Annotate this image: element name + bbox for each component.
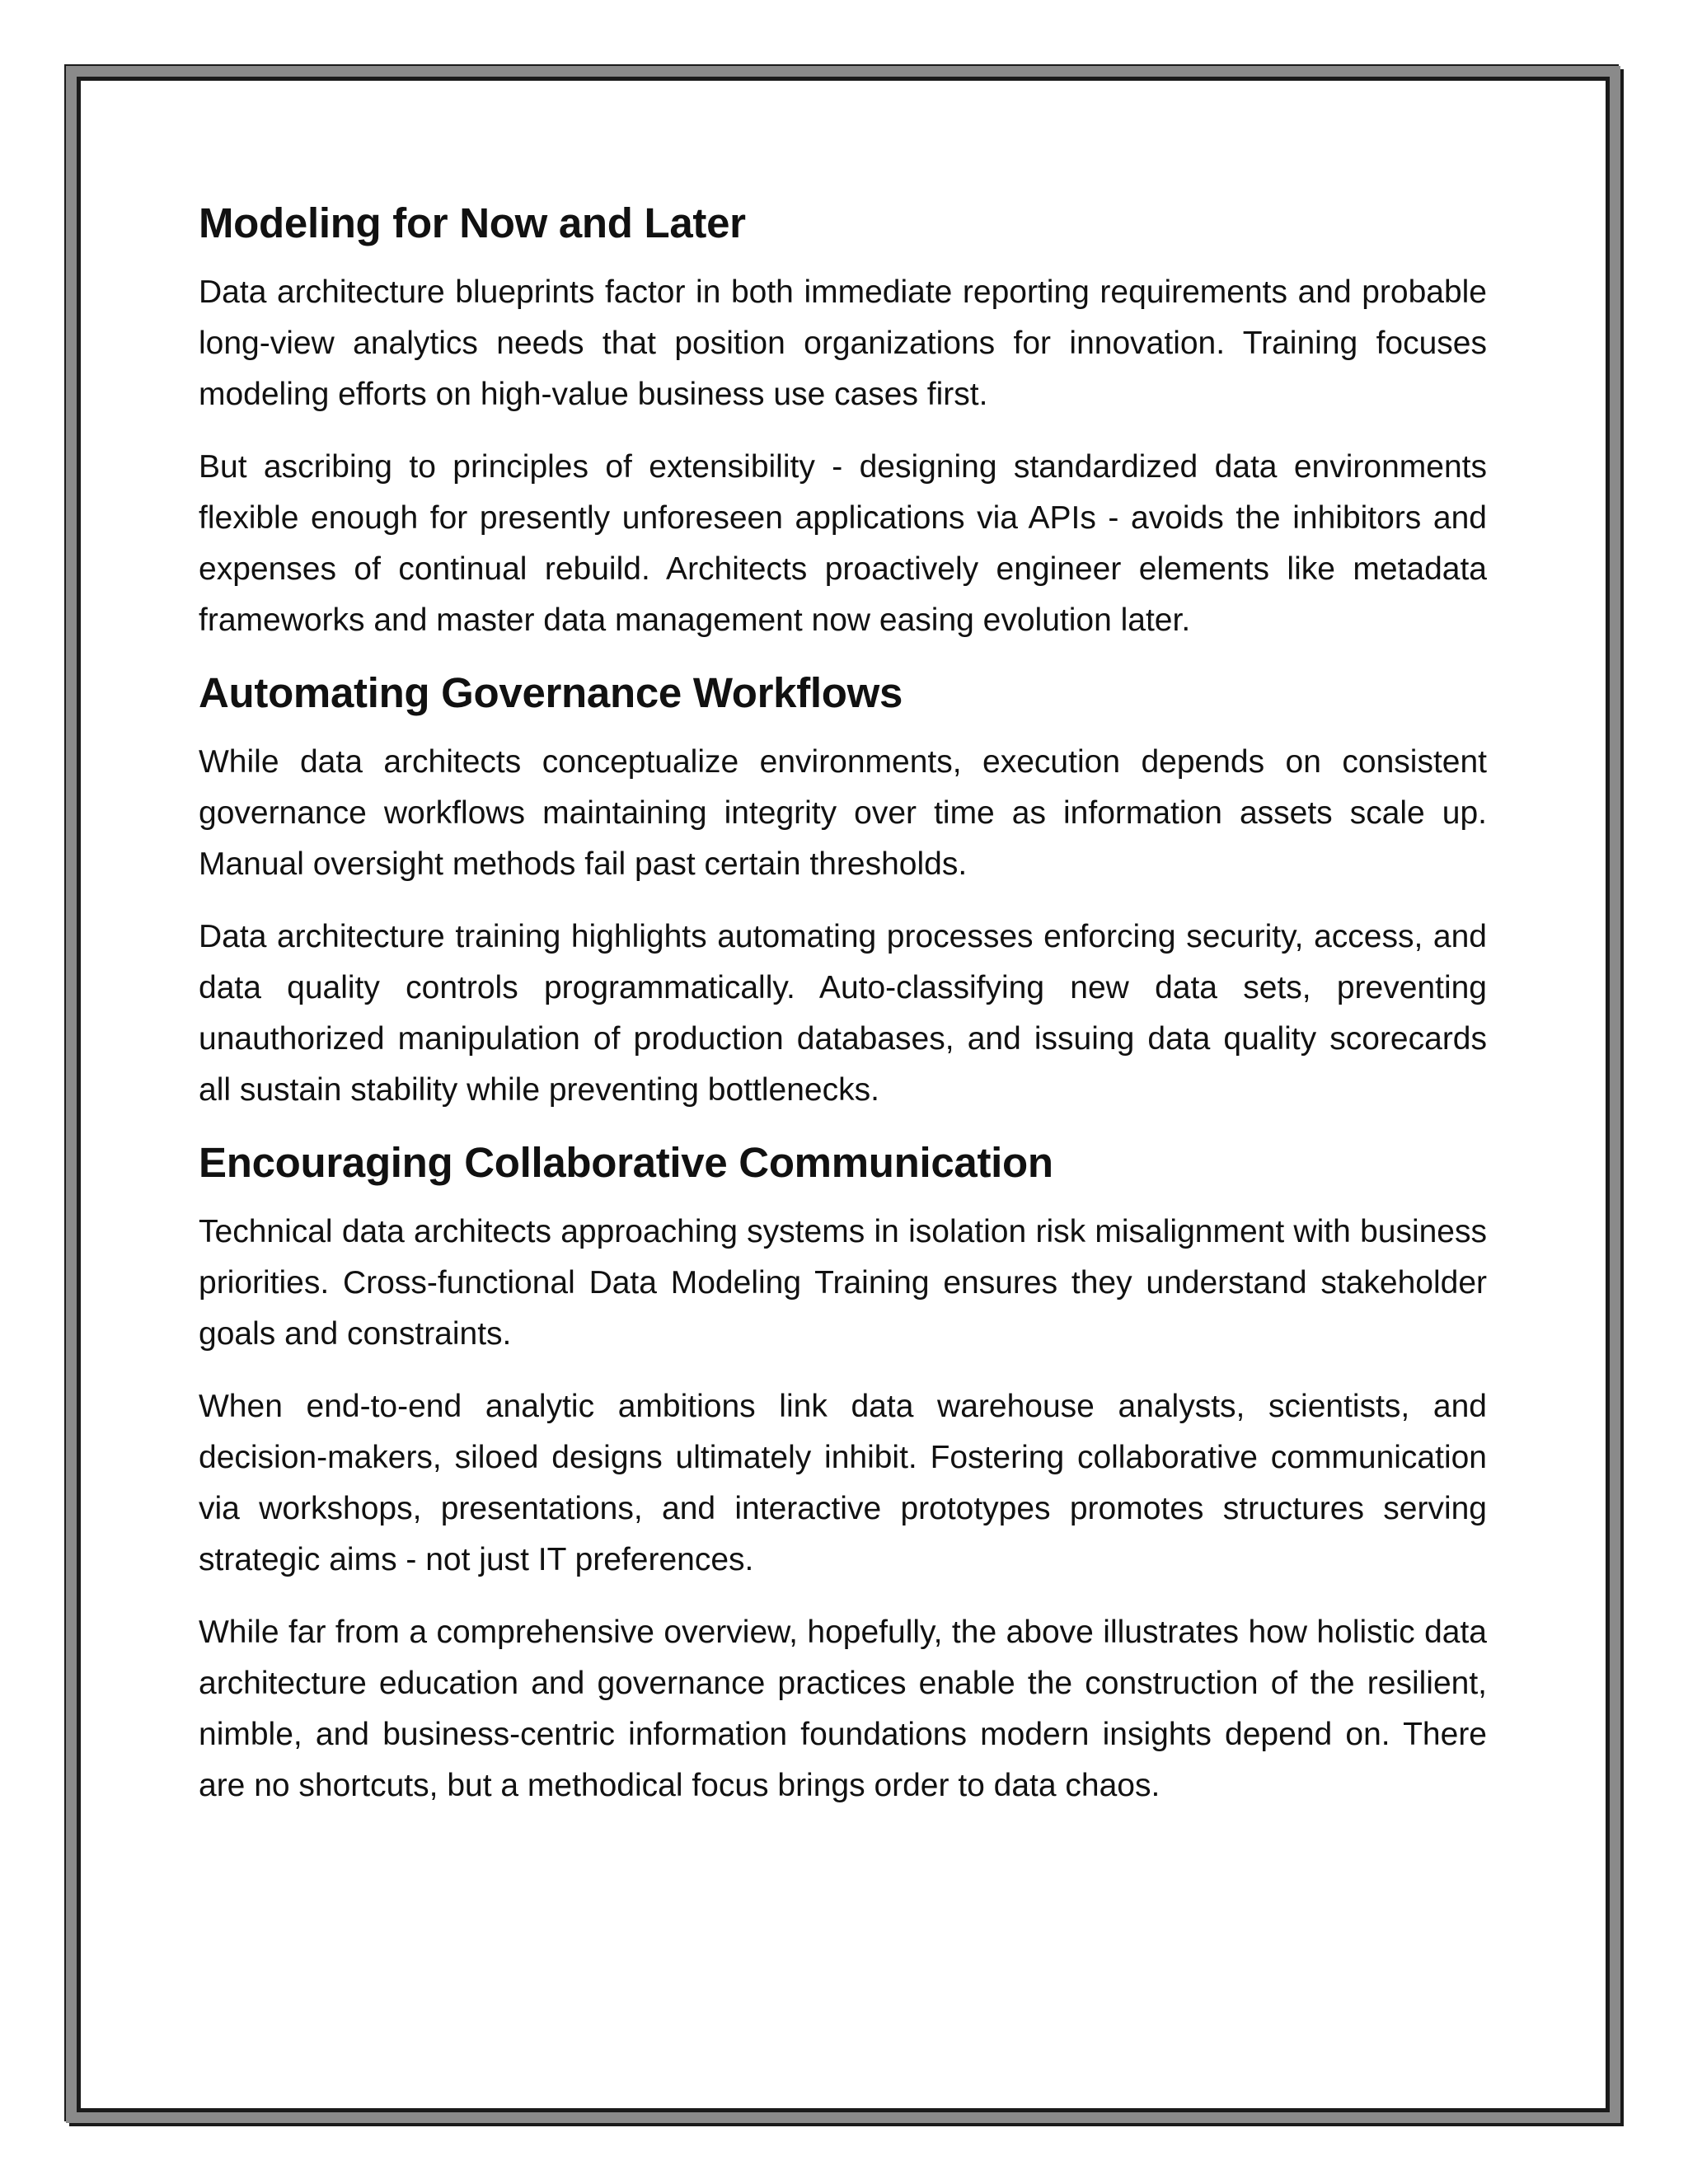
- paragraph: Data architecture training highlights automating processes enforcing security, access, and data quality controls programmatically. Auto-classifying new data sets, preventing unauthorized manipulation of production databases, and issuing data quality scorecards all sustain stability while preventing bottlenecks.: [199, 919, 1487, 1108]
- document-body: [199, 198, 1487, 1833]
- section-modeling: [199, 198, 1487, 646]
- paragraph: But ascribing to principles of extensibility - designing standardized data environments flexible enough for presently unforeseen applications via APIs - avoids the inhibitors and expenses of continual rebuild. Architects proactively engineer elements like metadata frameworks and master data management now easing evolution later.: [199, 449, 1487, 638]
- paragraph: When end-to-end analytic ambitions link data warehouse analysts, scientists, and decision-makers, siloed designs ultimately inhibit. Fostering collaborative communication via workshops, presentations, and interactive prototypes promotes structures serving strategic aims - not just IT preferences.: [199, 1389, 1487, 1577]
- section-heading: Modeling for Now and Later: [199, 199, 746, 246]
- section-collaboration: [199, 1137, 1487, 1811]
- section-governance: [199, 668, 1487, 1116]
- paragraph: Technical data architects approaching systems in isolation risk misalignment with business priorities. Cross-functional Data Modeling Training ensures they understand stakeholder goals and constraints.: [199, 1214, 1487, 1352]
- paragraph: Data architecture blueprints factor in both immediate reporting requirements and probable long-view analytics needs that position organizations for innovation. Training focuses modeling efforts on high-value business use cases first.: [199, 274, 1487, 412]
- paragraph: While data architects conceptualize environments, execution depends on consistent governance workflows maintaining integrity over time as information assets scale up. Manual oversight methods fail past certain thresholds.: [199, 744, 1487, 882]
- section-heading: Encouraging Collaborative Communication: [199, 1139, 1053, 1186]
- section-heading: Automating Governance Workflows: [199, 669, 903, 716]
- paragraph: While far from a comprehensive overview, hopefully, the above illustrates how holistic data architecture education and governance practices enable the construction of the resilient, nimble, and business-centric information foundations modern insights depend on. There are no shortcuts, but a methodical focus brings order to data chaos.: [199, 1615, 1487, 1803]
